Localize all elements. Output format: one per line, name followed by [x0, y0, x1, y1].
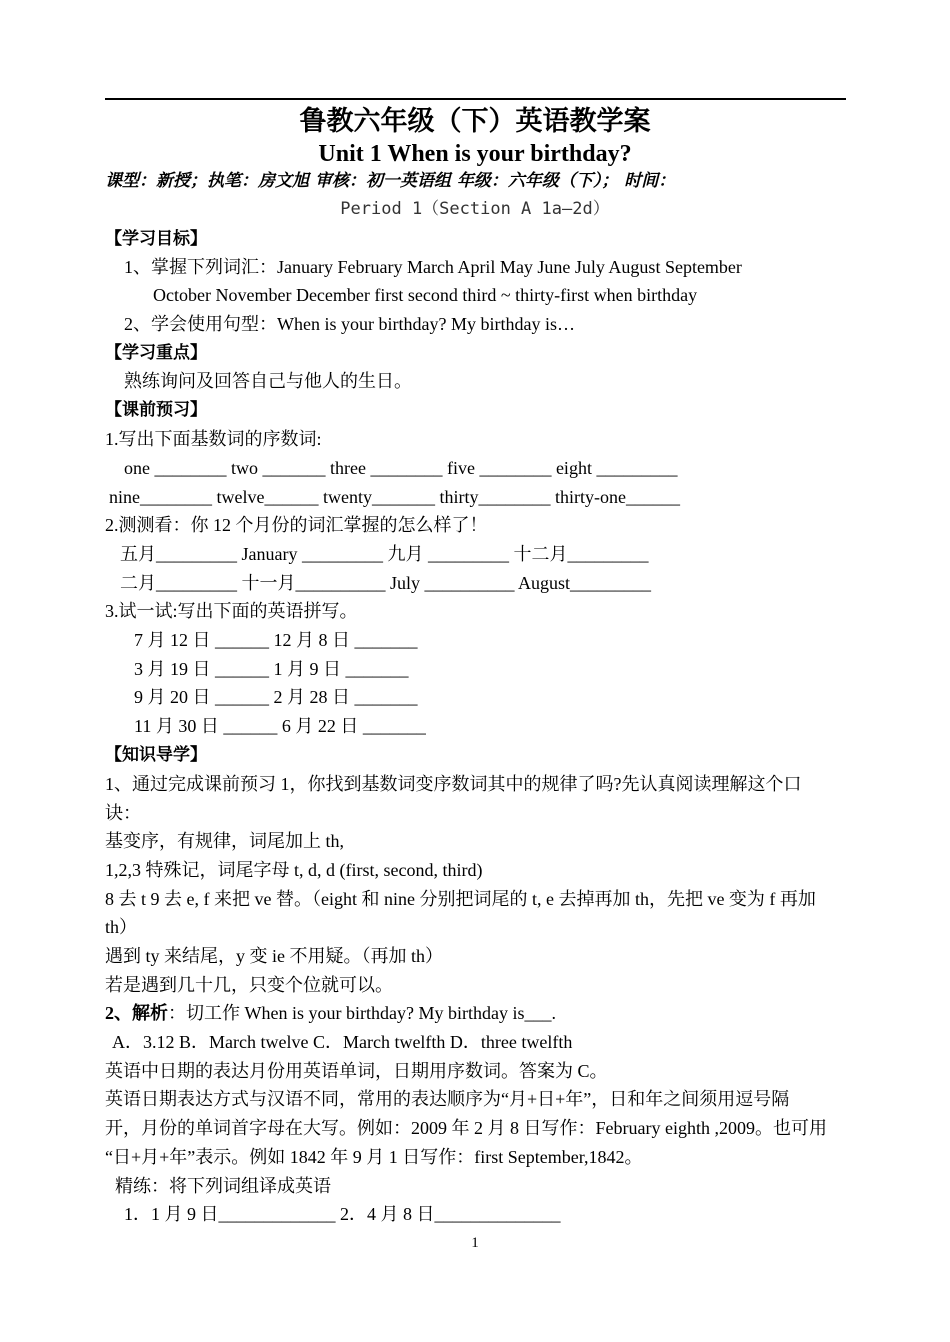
analysis-line [105, 1002, 556, 1024]
fill-blank-row: 五月_________ January _________ 九月 _________ 十二月_________ [120, 544, 649, 564]
key-points-heading: 【学习重点】 [105, 343, 207, 363]
fill-blank-row: one ________ two _______ three ________ five ________ eight _________ [124, 458, 678, 478]
rule-line-cont: th） [105, 917, 138, 937]
page-number: 1 [471, 1235, 479, 1251]
question-title: 1.写出下面基数词的序数词: [105, 429, 322, 449]
objectives-heading: 【学习目标】 [105, 229, 207, 249]
rule-line: 8 去 t 9 去 e, f 来把 ve 替。（eight 和 nine 分别把词尾的 t, e 去掉再加 th，先把 ve 变为 f 再加 [105, 889, 816, 909]
period-label: Period 1（Section A 1a—2d） [340, 199, 610, 219]
date-row: 9 月 20 日 ______ 2 月 28 日 _______ [134, 687, 418, 707]
objective-item: 1、掌握下列词汇：January February March April May June July August September [124, 257, 742, 277]
fill-blank-row: 二月_________ 十一月__________ July __________ August_________ [120, 573, 652, 593]
preview-heading: 【课前预习】 [105, 400, 207, 420]
lesson-meta: 课型：新授；执笔：房文旭 审核：初一英语组 年级：六年级（下）； 时间： [105, 171, 676, 191]
question-title: 3.试一试:写出下面的英语拼写。 [105, 601, 358, 621]
page-title: 鲁教六年级（下）英语教学案 [299, 106, 651, 137]
explanation-line: 开，月份的单词首字母在大写。例如：2009 年 2 月 8 日写作：February eighth ,2009。也可用 [105, 1118, 827, 1138]
objective-item: 2、学会使用句型：When is your birthday? My birthday is… [124, 314, 575, 334]
key-points-text: 熟练询问及回答自己与他人的生日。 [124, 371, 412, 391]
analysis-label: 2、解析 [105, 1003, 168, 1023]
question-title: 2.测测看：你 12 个月份的词汇掌握的怎么样了！ [105, 515, 488, 535]
top-rule [105, 98, 846, 100]
explanation-line: 英语日期表达方式与汉语不同，常用的表达顺序为“月+日+年”，日和年之间须用逗号隔 [105, 1089, 790, 1109]
objective-item-cont: October November December first second third ~ thirty-first when birthday [153, 285, 698, 305]
answer-options: A．3.12 B．March twelve C．March twelfth D．three twelfth [112, 1032, 573, 1052]
unit-title: Unit 1 When is your birthday? [318, 141, 632, 167]
answer-line: 英语中日期的表达月份用英语单词，日期用序数词。答案为 C。 [105, 1061, 608, 1081]
explanation-line: “日+月+年”表示。例如 1842 年 9 月 1 日写作：first September,1842。 [105, 1147, 643, 1167]
rule-line: 1,2,3 特殊记，词尾字母 t, d, d (first, second, third) [105, 860, 483, 880]
guide-paragraph: 1、通过完成课前预习 1，你找到基数词变序数词其中的规律了吗?先认真阅读理解这个口 [105, 774, 802, 794]
analysis-text: ：切工作 When is your birthday? My birthday is___. [168, 1003, 556, 1023]
fill-blank-row: nine________ twelve______ twenty_______ thirty________ thirty-one______ [109, 487, 680, 507]
date-row: 11 月 30 日 ______ 6 月 22 日 _______ [134, 716, 426, 736]
guide-paragraph-cont: 诀： [105, 803, 141, 823]
rule-line: 遇到 ty 来结尾，y 变 ie 不用疑。（再加 th） [105, 946, 443, 966]
guide-heading: 【知识导学】 [105, 745, 207, 765]
practice-row: 1．1 月 9 日_____________ 2．4 月 8 日______________ [124, 1204, 561, 1224]
practice-title: 精练：将下列词组译成英语 [115, 1176, 331, 1196]
rule-line: 若是遇到几十几，只变个位就可以。 [105, 975, 393, 995]
rule-line: 基变序，有规律，词尾加上 th, [105, 831, 344, 851]
date-row: 3 月 19 日 ______ 1 月 9 日 _______ [134, 659, 409, 679]
date-row: 7 月 12 日 ______ 12 月 8 日 _______ [134, 630, 418, 650]
